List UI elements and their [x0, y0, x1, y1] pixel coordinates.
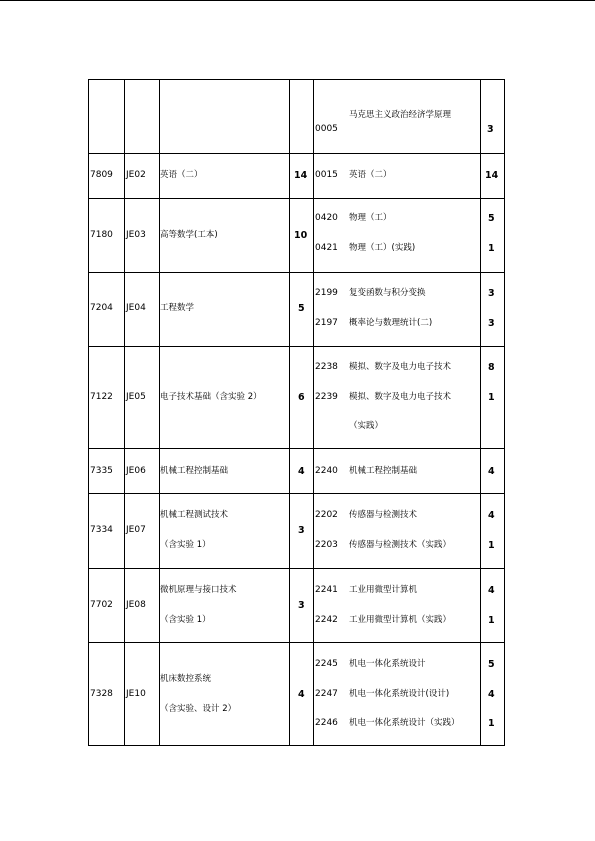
- sub-code: 2239: [315, 392, 338, 402]
- table-border-bottom: [88, 745, 505, 746]
- row-code: 7809: [90, 170, 113, 180]
- course-credits: 4: [298, 466, 305, 477]
- sub-name: 复变函数与积分变换: [349, 288, 426, 298]
- course-credits: 3: [298, 600, 305, 611]
- sub-credits: 5: [488, 213, 495, 224]
- sub-code: 2242: [315, 615, 338, 625]
- sub-code: 0005: [315, 124, 338, 134]
- table-row-divider: [88, 346, 505, 347]
- sub-name: 模拟、数字及电力电子技术: [349, 362, 452, 372]
- sub-credits: 1: [488, 615, 495, 626]
- sub-credits: 8: [488, 362, 495, 373]
- table-row-divider: [88, 448, 505, 449]
- sub-credits: 4: [488, 585, 495, 596]
- table-row-divider: [88, 642, 505, 643]
- course-code: JE05: [126, 392, 146, 402]
- sub-name: 工业用微型计算机: [349, 585, 418, 595]
- course-credits: 4: [298, 689, 305, 700]
- sub-code: 2203: [315, 540, 338, 550]
- course-code: JE02: [126, 170, 146, 180]
- sub-code: 2241: [315, 585, 338, 595]
- sub-code: 2246: [315, 718, 338, 728]
- sub-credits: 4: [488, 689, 495, 700]
- table-row-divider: [88, 272, 505, 273]
- sub-name: 物理（工）(实践): [349, 243, 416, 253]
- sub-name: 机电一体化系统设计: [349, 659, 426, 669]
- sub-name: 模拟、数字及电力电子技术: [349, 392, 452, 402]
- row-code: 7334: [90, 525, 113, 535]
- sub-name-continued: （实践）: [349, 421, 384, 431]
- sub-credits: 3: [488, 288, 495, 299]
- course-name: 机床数控系统: [160, 674, 212, 684]
- course-name-continued: （含实验 1）: [160, 615, 211, 625]
- course-name: 高等数学(工本): [160, 230, 218, 240]
- sub-credits: 4: [488, 510, 495, 521]
- course-name: 机械工程控制基础: [160, 466, 229, 476]
- table-col-divider: [480, 79, 481, 746]
- table-col-divider: [124, 79, 125, 746]
- table-border-left: [88, 79, 89, 746]
- sub-name: 传感器与检测技术: [349, 510, 418, 520]
- sub-name: 传感器与检测技术（实践）: [349, 540, 452, 550]
- course-code: JE04: [126, 303, 146, 313]
- course-code: JE07: [126, 525, 146, 535]
- course-credits: 5: [298, 303, 305, 314]
- course-credits: 6: [298, 392, 305, 403]
- table-border-right: [504, 79, 505, 746]
- sub-code: 2245: [315, 659, 338, 669]
- table-col-divider: [289, 79, 290, 746]
- table-border-top: [88, 79, 505, 80]
- row-code: 7328: [90, 689, 113, 699]
- course-code: JE06: [126, 466, 146, 476]
- sub-credits: 1: [488, 540, 495, 551]
- sub-credits: 14: [485, 170, 499, 181]
- sub-credits: 5: [488, 659, 495, 670]
- table-row-divider: [88, 153, 505, 154]
- course-code: JE08: [126, 600, 146, 610]
- row-code: 7335: [90, 466, 113, 476]
- sub-name: 机电一体化系统设计(设计): [349, 689, 450, 699]
- table-row-divider: [88, 198, 505, 199]
- course-credits: 14: [294, 170, 308, 181]
- sub-name: 物理（工）: [349, 213, 392, 223]
- table-row-divider: [88, 568, 505, 569]
- course-name: 电子技术基础（含实验 2）: [160, 392, 262, 402]
- sub-credits: 3: [488, 318, 495, 329]
- sub-code: 2199: [315, 288, 338, 298]
- row-code: 7702: [90, 600, 113, 610]
- sub-name: 英语（二）: [349, 170, 392, 180]
- course-code: JE10: [126, 689, 146, 699]
- row-code: 7122: [90, 392, 113, 402]
- sub-code: 2238: [315, 362, 338, 372]
- sub-name: 机械工程控制基础: [349, 466, 418, 476]
- sub-code: 0420: [315, 213, 338, 223]
- course-name-continued: （含实验、设计 2）: [160, 704, 237, 714]
- sub-code: 2240: [315, 466, 338, 476]
- sub-code: 0421: [315, 243, 338, 253]
- table-col-divider: [313, 79, 314, 746]
- sub-code: 0015: [315, 170, 338, 180]
- course-name: 工程数学: [160, 303, 195, 313]
- course-name: 机械工程测试技术: [160, 510, 229, 520]
- course-name: 英语（二）: [160, 170, 203, 180]
- sub-code: 2247: [315, 689, 338, 699]
- course-credits: 3: [298, 525, 305, 536]
- sub-code: 2202: [315, 510, 338, 520]
- course-credits: 10: [294, 230, 308, 241]
- sub-name: 机电一体化系统设计（实践）: [349, 718, 460, 728]
- sub-credits: 3: [487, 124, 494, 135]
- course-name-continued: （含实验 1）: [160, 540, 211, 550]
- sub-credits: 1: [488, 392, 495, 403]
- sub-credits: 4: [488, 466, 495, 477]
- course-code: JE03: [126, 230, 146, 240]
- sub-name: 概率论与数理统计(二): [349, 318, 433, 328]
- sub-name: 工业用微型计算机（实践）: [349, 615, 452, 625]
- row-code: 7204: [90, 303, 113, 313]
- sub-credits: 1: [488, 243, 495, 254]
- sub-credits: 1: [488, 718, 495, 729]
- sub-code: 2197: [315, 318, 338, 328]
- sub-name: 马克思主义政治经济学原理: [349, 110, 452, 120]
- row-code: 7180: [90, 230, 113, 240]
- table-row-divider: [88, 493, 505, 494]
- course-name: 微机原理与接口技术: [160, 585, 237, 595]
